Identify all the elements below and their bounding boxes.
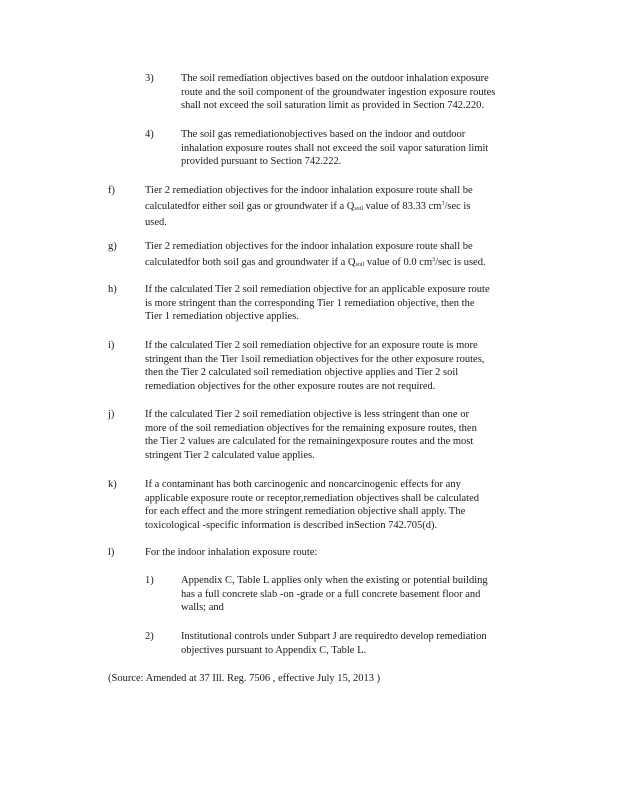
paragraph-h bbox=[0, 283, 618, 327]
paragraph-line: toxicological -specific information is described inSection 742.705(d). bbox=[145, 519, 438, 531]
paragraph-4 bbox=[0, 128, 618, 172]
paragraph-label: 2) bbox=[145, 631, 154, 642]
paragraph-line: shall not exceed the soil saturation limit as provided in Section 742.220. bbox=[181, 100, 484, 112]
paragraph-line: If the calculated Tier 2 soil remediation objective for an exposure route is more bbox=[145, 340, 478, 351]
paragraph-f bbox=[0, 184, 618, 228]
paragraph-line: Appendix C, Table L applies only when the existing or potential building bbox=[181, 575, 488, 586]
paragraph-line: Institutional controls under Subpart J are requiredto develop remediation bbox=[181, 631, 487, 642]
paragraph-line: is more stringent than the corresponding Tier 1 remediation objective, then the bbox=[145, 297, 475, 309]
paragraph-line: calculatedfor both soil gas and groundwater if a $Q_{soil}$ value of 0.0 $cm^3/\sec$ is used. bbox=[145, 256, 486, 268]
source-text: (Source: Amended at 37 Ill. Reg. 7506 , effective July 15, 2013 ) bbox=[108, 673, 381, 684]
paragraph-label: k) bbox=[108, 479, 117, 490]
paragraph-line: inhalation exposure routes shall not exceed the soil vapor saturation limit bbox=[181, 142, 489, 154]
paragraph-l bbox=[0, 546, 618, 562]
paragraph-line: walls; and bbox=[181, 602, 224, 614]
paragraph-line: the Tier 2 values are calculated for the remainingexposure routes and the most bbox=[145, 436, 474, 448]
paragraph-line: stringent than the Tier 1soil remediation objectives for the other exposure routes, bbox=[145, 353, 485, 365]
paragraph-3 bbox=[0, 72, 618, 116]
paragraph-line: then the Tier 2 calculated soil remediation objective applies and Tier 2 soil bbox=[145, 367, 459, 379]
paragraph-line: If the calculated Tier 2 soil remediation objective for an applicable exposure route bbox=[145, 284, 490, 295]
paragraph-line: provided pursuant to Section 742.222. bbox=[181, 156, 342, 168]
q-superscript: 3 bbox=[432, 256, 436, 263]
paragraph-line: The soil remediation objectives based on the outdoor inhalation exposure bbox=[181, 73, 489, 84]
paragraph-label: g) bbox=[108, 241, 117, 252]
paragraph-k bbox=[0, 478, 618, 536]
paragraph-line: Tier 2 remediation objectives for the indoor inhalation exposure route shall be bbox=[145, 185, 473, 196]
paragraph-line: Tier 1 remediation objective applies. bbox=[145, 311, 299, 323]
subparagraph-1 bbox=[0, 574, 618, 618]
paragraph-label: j) bbox=[108, 409, 115, 420]
paragraph-label: 3) bbox=[145, 73, 154, 84]
q-subscript: soil bbox=[355, 261, 365, 268]
paragraph-line: more of the soil remediation objectives for the remaining exposure routes, then bbox=[145, 422, 477, 434]
q-subscript: soil bbox=[354, 205, 364, 212]
paragraph-line: For the indoor inhalation exposure route: bbox=[145, 547, 318, 558]
paragraph-line: used. bbox=[145, 217, 167, 229]
paragraph-label: i) bbox=[108, 340, 115, 351]
source-note bbox=[108, 672, 528, 688]
paragraph-line: for each effect and the more stringent remediation objective shall apply. The bbox=[145, 506, 466, 518]
paragraph-line: objectives pursuant to Appendix C, Table L. bbox=[181, 644, 367, 656]
paragraph-j bbox=[0, 408, 618, 466]
paragraph-label: 1) bbox=[145, 575, 154, 586]
paragraph-i bbox=[0, 339, 618, 397]
subparagraph-2 bbox=[0, 630, 618, 660]
paragraph-line: has a full concrete slab -on -grade or a full concrete basement floor and bbox=[181, 588, 481, 600]
paragraph-line: remediation objectives for the other exposure routes are not required. bbox=[145, 380, 436, 392]
paragraph-line: The soil gas remediationobjectives based on the indoor and outdoor bbox=[181, 129, 466, 140]
paragraph-line: Tier 2 remediation objectives for the indoor inhalation exposure route shall be bbox=[145, 241, 473, 252]
paragraph-label: h) bbox=[108, 284, 117, 295]
paragraph-label: l) bbox=[108, 547, 115, 558]
q-superscript: 3 bbox=[441, 200, 445, 207]
paragraph-g bbox=[0, 240, 618, 270]
paragraph-line: route and the soil component of the groundwater ingestion exposure routes bbox=[181, 86, 496, 98]
paragraph-label: 4) bbox=[145, 129, 154, 140]
paragraph-line: If a contaminant has both carcinogenic and noncarcinogenic effects for any bbox=[145, 479, 461, 490]
paragraph-line: calculatedfor either soil gas or groundwater if a $Q_{soil}$ value of 83.33 $cm^3/\sec$ is bbox=[145, 200, 471, 212]
paragraph-line: stringent Tier 2 calculated value applies. bbox=[145, 449, 315, 461]
paragraph-label: f) bbox=[108, 185, 115, 196]
paragraph-line: applicable exposure route or receptor,remediation objectives shall be calculated bbox=[145, 492, 479, 504]
paragraph-line: If the calculated Tier 2 soil remediation objective is less stringent than one or bbox=[145, 409, 469, 420]
